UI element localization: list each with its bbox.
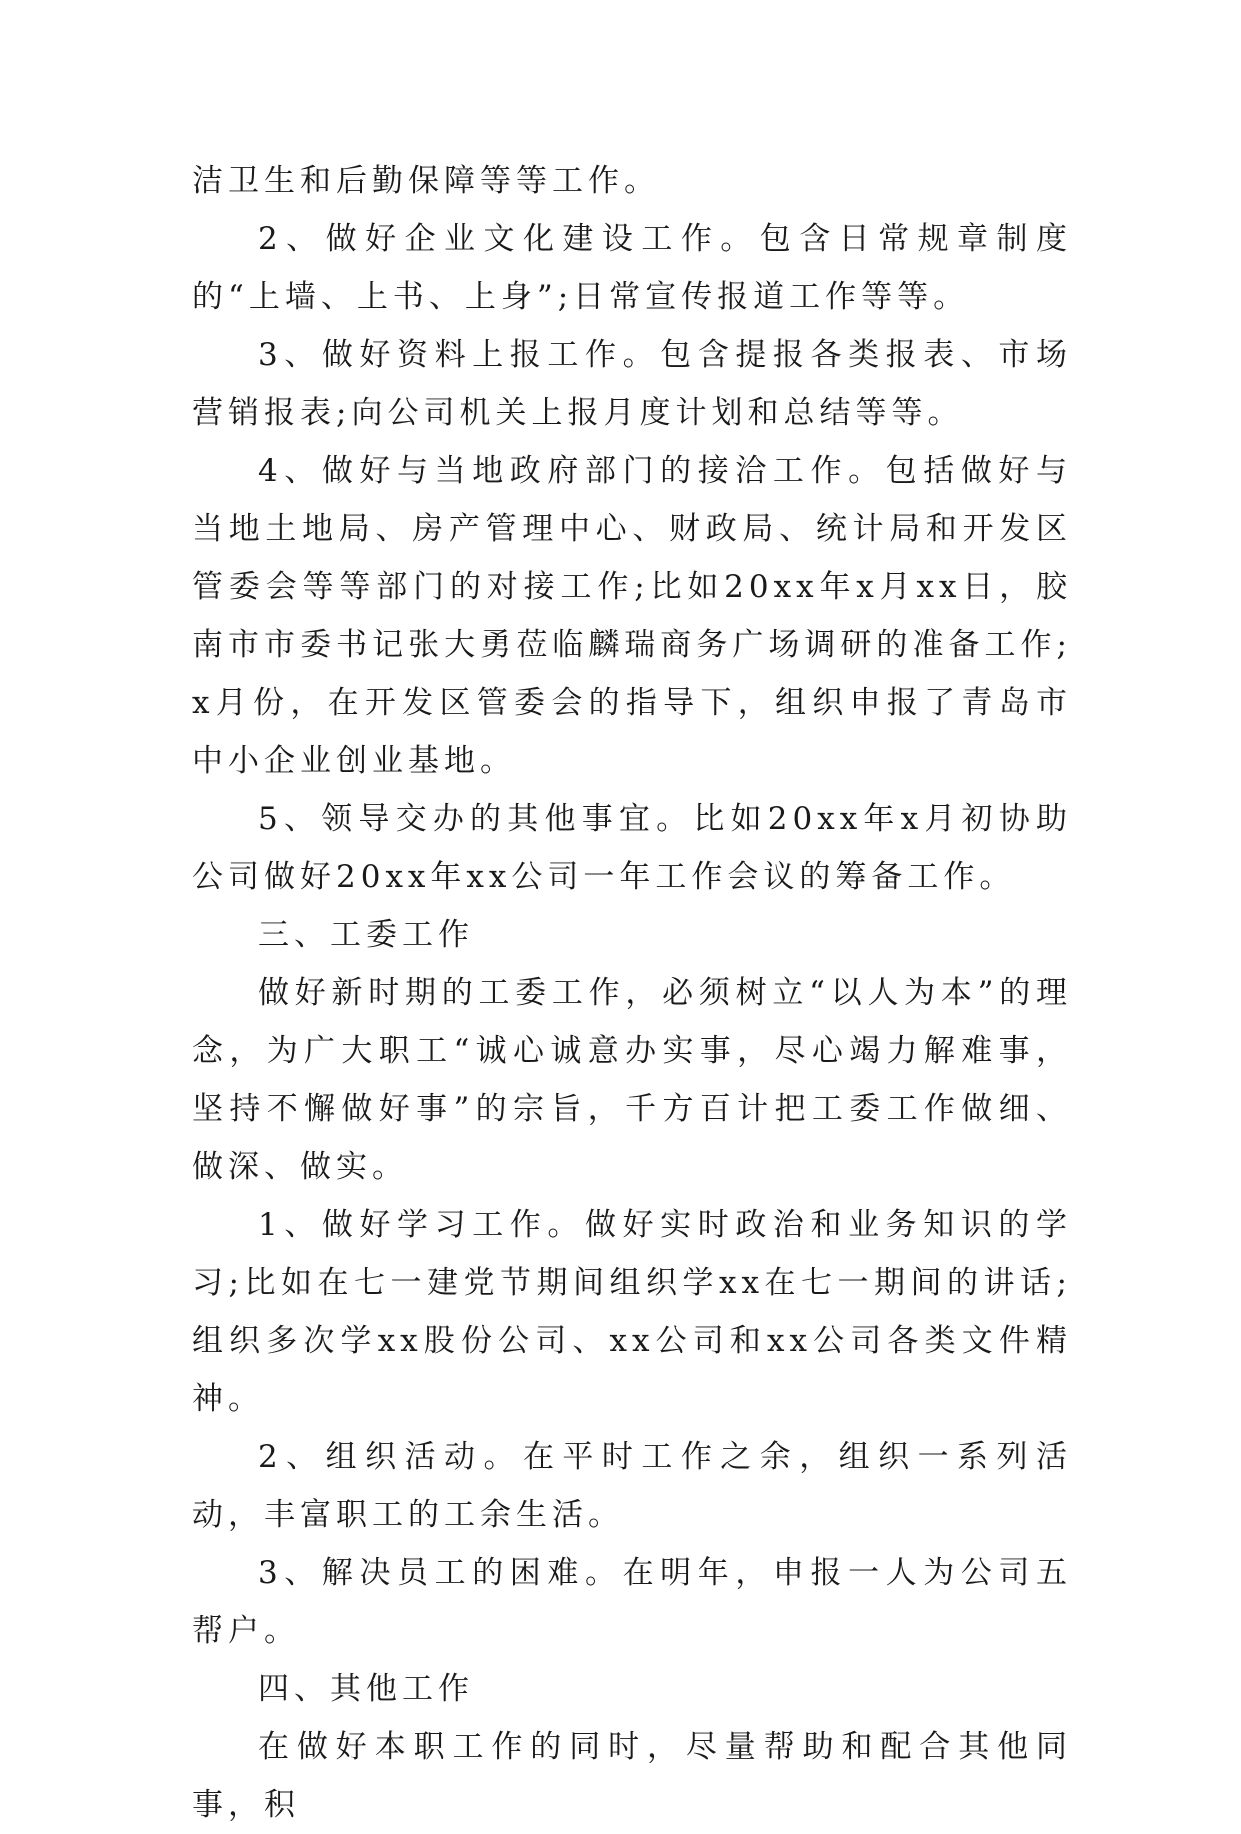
paragraph-1: 洁卫生和后勤保障等等工作。 [192, 163, 660, 199]
section-heading-4: 四、其他工作 [258, 1671, 474, 1707]
paragraph-5: 5、领导交办的其他事宜。比如20xx年x月初协助公司做好20xx年xx公司一年工作会议的筹备工作。 [192, 801, 1072, 895]
paragraph-7: 做好新时期的工委工作，必须树立“以人为本”的理念，为广大职工“诚心诚意办实事，尽心竭力解难事，坚持不懈做好事”的宗旨，千方百计把工委工作做细、做深、做实。 [192, 975, 1072, 1185]
document-body [192, 152, 1072, 1834]
paragraph-10: 3、解决员工的困难。在明年，申报一人为公司五帮户。 [192, 1555, 1072, 1649]
paragraph-4: 4、做好与当地政府部门的接洽工作。包括做好与当地土地局、房产管理中心、财政局、统计局和开发区管委会等等部门的对接工作;比如20xx年x月xx日，胶南市市委书记张大勇莅临麟瑞商务广场调研的准备工作;x月份，在开发区管委会的指导下，组织申报了青岛市中小企业创业基地。 [192, 453, 1072, 779]
paragraph-8: 1、做好学习工作。做好实时政治和业务知识的学习;比如在七一建党节期间组织学xx在七一期间的讲话;组织多次学xx股份公司、xx公司和xx公司各类文件精神。 [192, 1207, 1072, 1417]
paragraph-9: 2、组织活动。在平时工作之余，组织一系列活动，丰富职工的工余生活。 [192, 1439, 1072, 1533]
section-heading-3: 三、工委工作 [258, 917, 474, 953]
paragraph-2: 2、做好企业文化建设工作。包含日常规章制度的“上墙、上书、上身”;日常宣传报道工作等等。 [192, 221, 1072, 315]
paragraph-3: 3、做好资料上报工作。包含提报各类报表、市场营销报表;向公司机关上报月度计划和总结等等。 [192, 337, 1072, 431]
paragraph-12: 在做好本职工作的同时，尽量帮助和配合其他同事，积 [192, 1729, 1072, 1823]
